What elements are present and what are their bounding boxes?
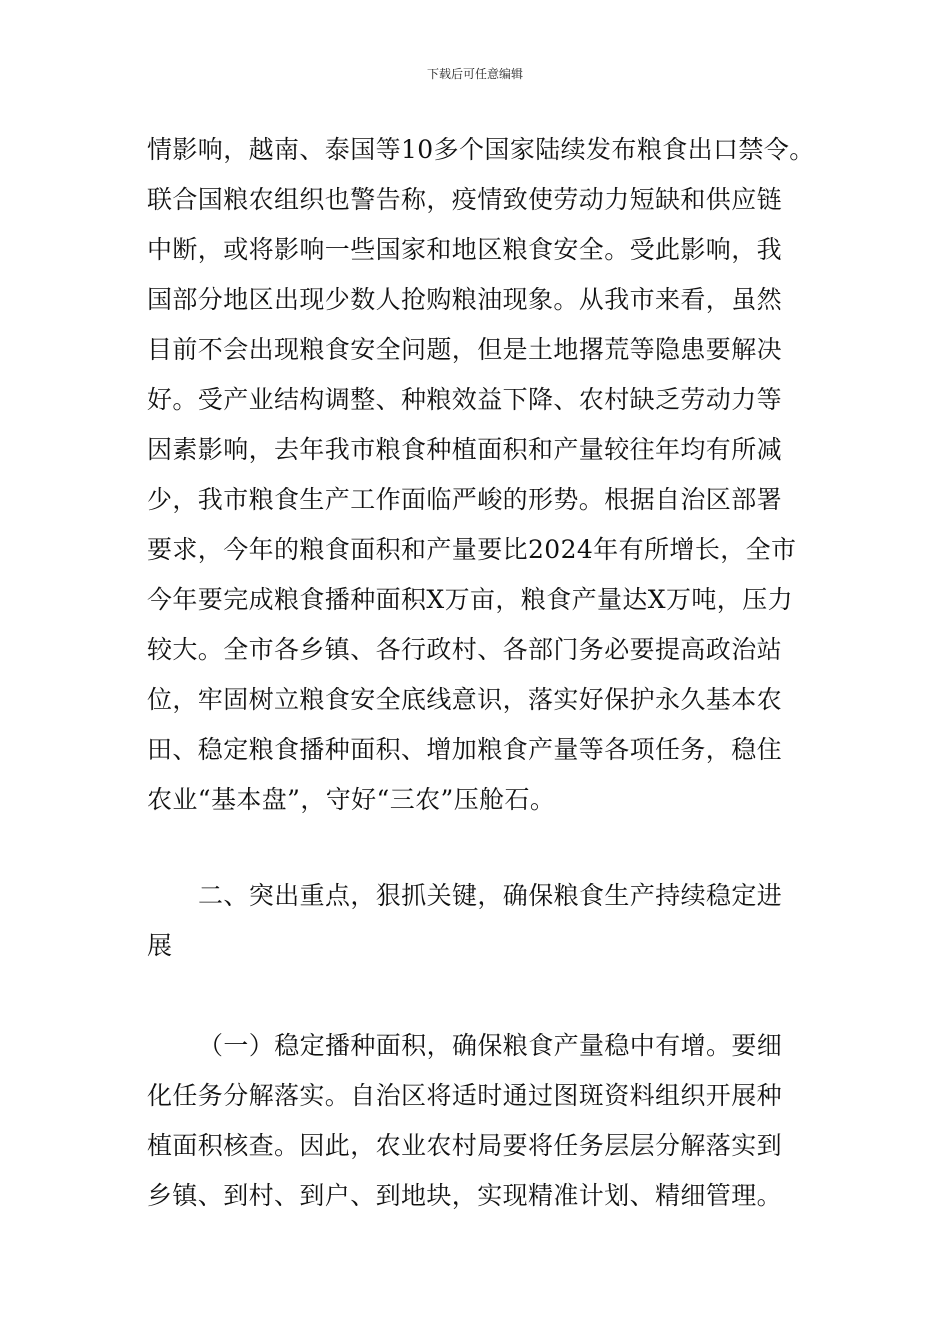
section-heading-line: 展 [147,931,173,960]
paragraph-line: （一）稳定播种面积，确保粮食产量稳中有增。要细 [198,1031,783,1060]
paragraph-line: 少，我市粮食生产工作面临严峻的形势。根据自治区部署 [147,485,783,514]
paragraph-line: 中断，或将影响一些国家和地区粮食安全。受此影响，我 [147,235,783,264]
section-heading-line: 二、突出重点，狠抓关键，确保粮食生产持续稳定进 [198,881,783,910]
paragraph-line: 较大。全市各乡镇、各行政村、各部门务必要提高政治站 [147,635,783,664]
paragraph-line: 国部分地区出现少数人抢购粮油现象。从我市来看，虽然 [147,285,783,314]
paragraph-line: 田、稳定粮食播种面积、增加粮食产量等各项任务，稳住 [147,735,783,764]
paragraph-line: 今年要完成粮食播种面积X万亩，粮食产量达X万吨，压力 [147,585,793,614]
paragraph-line: 因素影响，去年我市粮食种植面积和产量较往年均有所减 [147,435,783,464]
paragraph-line: 植面积核查。因此，农业农村局要将任务层层分解落实到 [147,1131,783,1160]
page-header-note: 下载后可任意编辑 [426,67,523,81]
paragraph-line: 乡镇、到村、到户、到地块，实现精准计划、精细管理。 [147,1181,783,1210]
paragraph-line: 要求，今年的粮食面积和产量要比2024年有所增长，全市 [147,535,797,564]
paragraph-line: 农业“基本盘”，守好“三农”压舱石。 [147,785,556,814]
paragraph-line: 好。受产业结构调整、种粮效益下降、农村缺乏劳动力等 [147,385,783,414]
paragraph-line: 位，牢固树立粮食安全底线意识，落实好保护永久基本农 [147,685,783,714]
paragraph-line: 化任务分解落实。自治区将适时通过图斑资料组织开展种 [147,1081,783,1110]
paragraph-line: 联合国粮农组织也警告称，疫情致使劳动力短缺和供应链 [147,185,783,214]
paragraph-line: 目前不会出现粮食安全问题，但是土地撂荒等隐患要解决 [147,335,783,364]
paragraph-line: 情影响，越南、泰国等10多个国家陆续发布粮食出口禁令。 [147,135,815,164]
